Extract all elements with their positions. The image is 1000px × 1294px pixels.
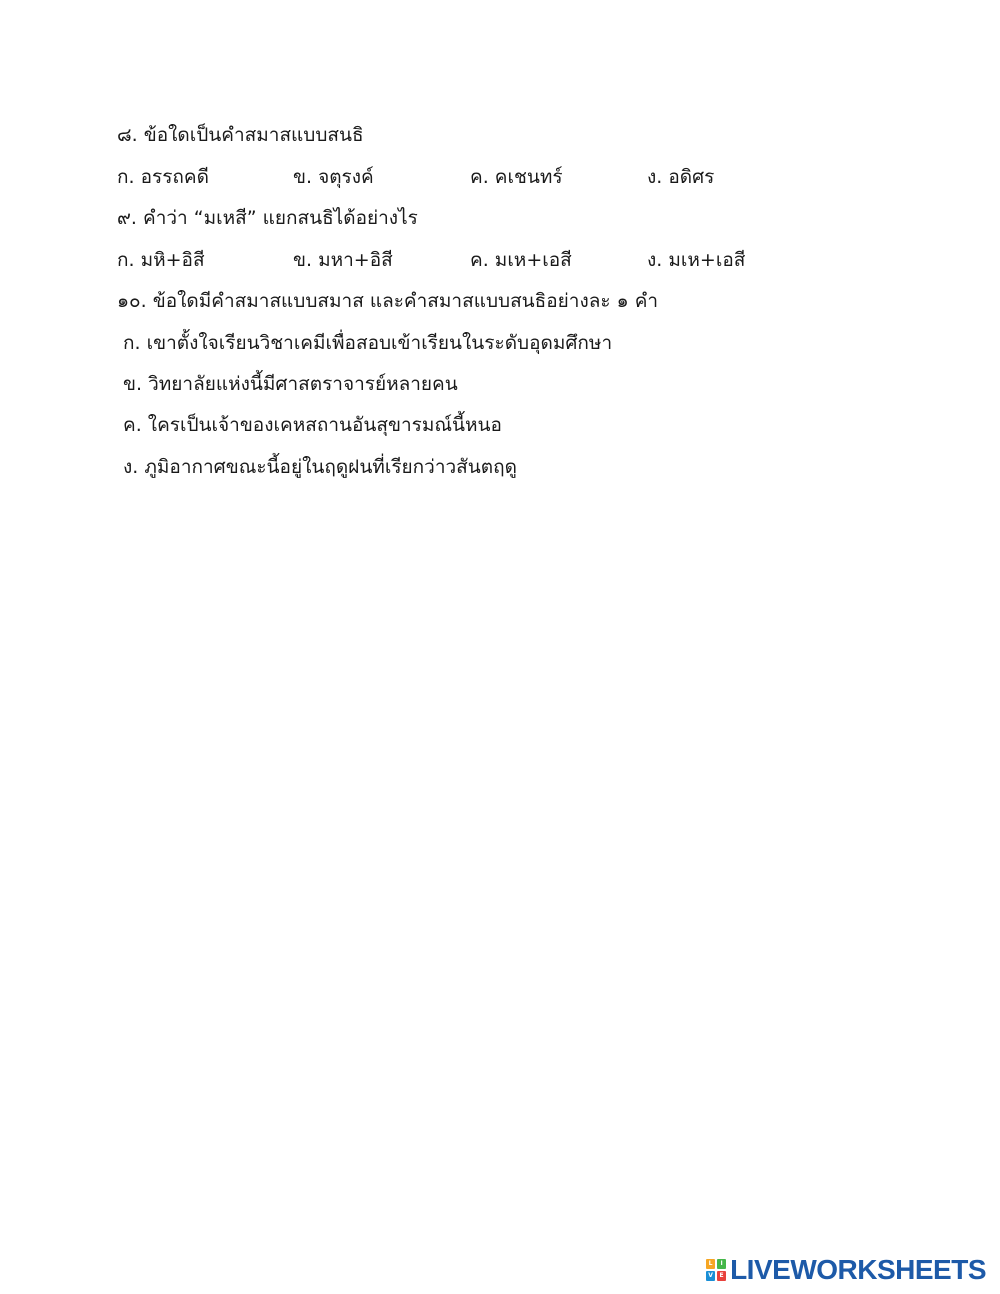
question-8-options <box>117 164 817 190</box>
liveworksheets-brand-text: LIVEWORKSHEETS <box>730 1254 986 1285</box>
question-9-option-d[interactable]: ง. มเห+เอสี <box>647 249 746 271</box>
question-8-prompt: ๘. ข้อใดเป็นคำสมาสแบบสนธิ <box>117 124 364 146</box>
logo-letter-e: E <box>717 1271 726 1281</box>
logo-letter-i: I <box>717 1259 726 1269</box>
question-9-option-a[interactable]: ก. มหิ+อิสี <box>117 249 205 271</box>
question-9-prompt: ๙. คำว่า “มเหสี” แยกสนธิได้อย่างไร <box>117 207 418 229</box>
question-8-option-b[interactable]: ข. จตุรงค์ <box>293 166 374 188</box>
liveworksheets-logo-icon <box>706 1259 726 1281</box>
question-10-prompt: ๑๐. ข้อใดมีคำสมาสแบบสมาส และคำสมาสแบบสนธิอย่างละ ๑ คำ <box>117 290 659 312</box>
question-9-options <box>117 247 817 273</box>
question-8-option-a[interactable]: ก. อรรถคดี <box>117 166 209 188</box>
question-10-option-d[interactable]: ง. ภูมิอากาศขณะนี้อยู่ในฤดูฝนที่เรียกว่าวสันตฤดู <box>123 456 517 478</box>
question-8-option-c[interactable]: ค. คเชนทร์ <box>470 166 563 188</box>
question-10-option-b[interactable]: ข. วิทยาลัยแห่งนี้มีศาสตราจารย์หลายคน <box>123 373 458 395</box>
logo-letter-v: V <box>706 1271 715 1281</box>
question-9-option-b[interactable]: ข. มหา+อิสี <box>293 249 393 271</box>
question-10-option-c[interactable]: ค. ใครเป็นเจ้าของเคหสถานอันสุขารมณ์นี้หนอ <box>123 414 502 436</box>
question-10-option-a[interactable]: ก. เขาตั้งใจเรียนวิชาเคมีเพื่อสอบเข้าเรียนในระดับอุดมศึกษา <box>123 332 613 354</box>
question-9-option-c[interactable]: ค. มเห+เอสี <box>470 249 572 271</box>
logo-letter-l: L <box>706 1259 715 1269</box>
question-8-option-d[interactable]: ง. อดิศร <box>647 166 715 188</box>
liveworksheets-logo <box>706 1256 986 1284</box>
